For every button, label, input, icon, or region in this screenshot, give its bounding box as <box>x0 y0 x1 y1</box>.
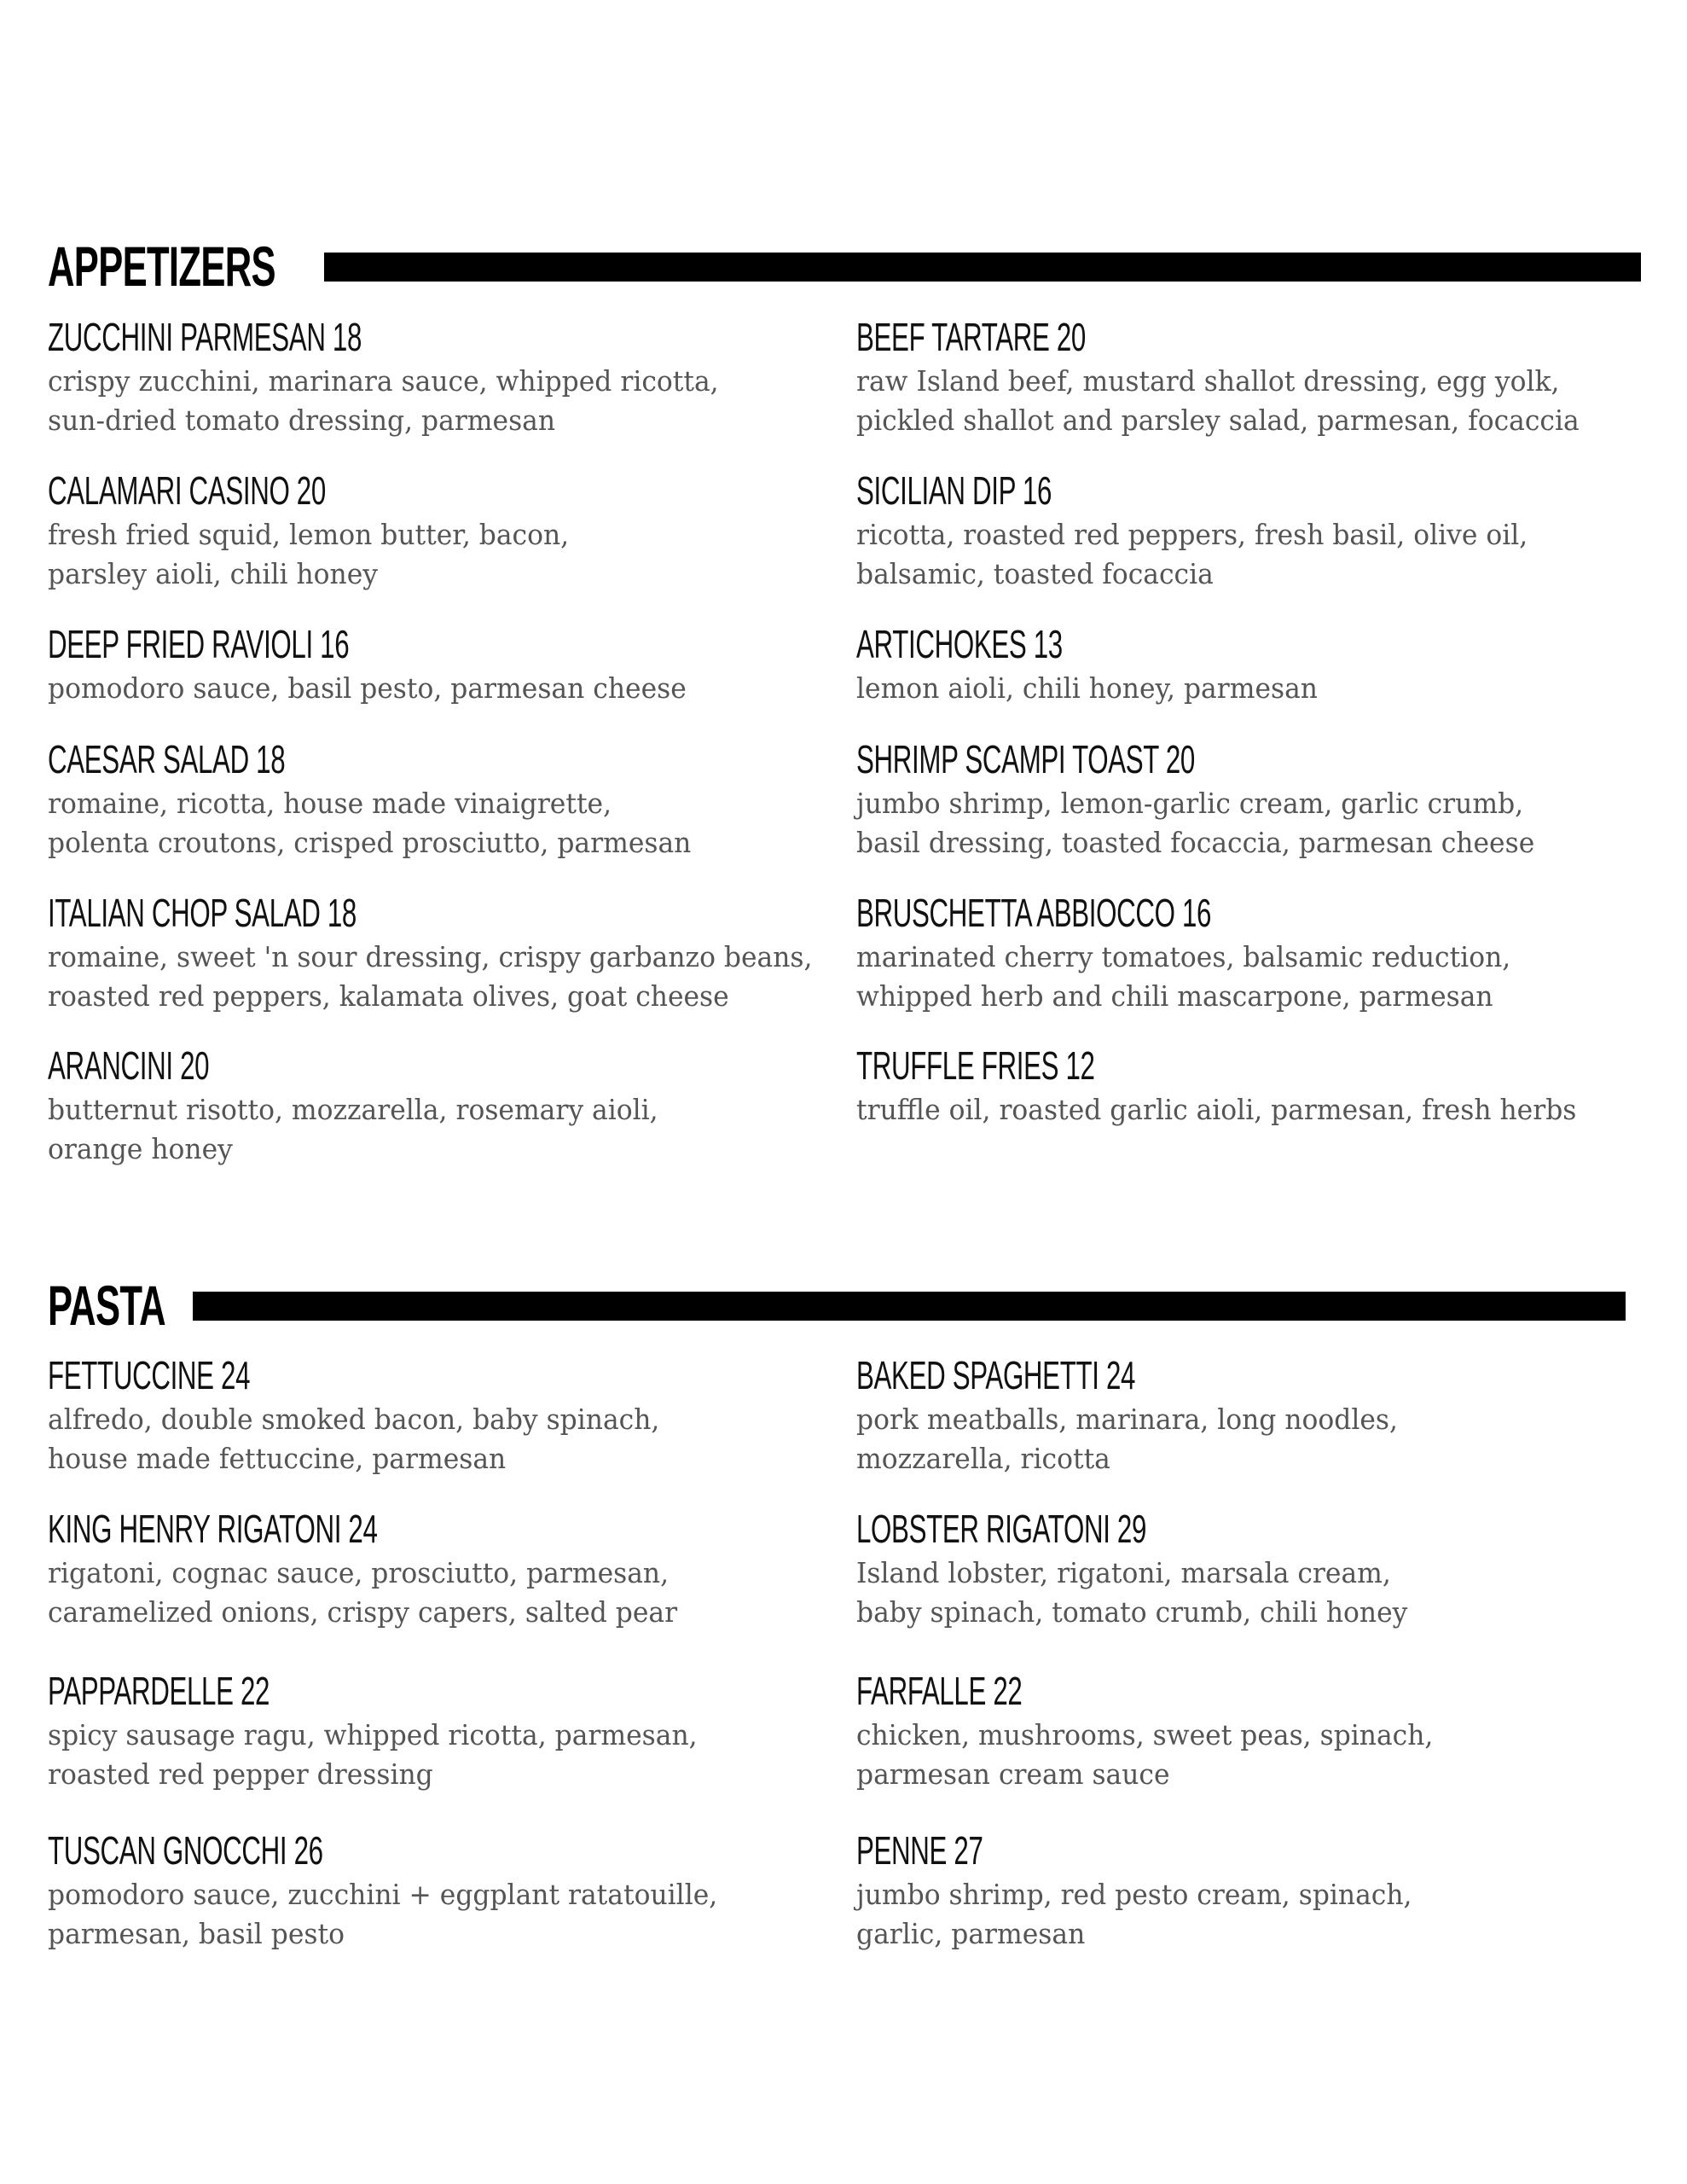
item-name: BAKED SPAGHETTI 24 <box>856 1353 1136 1397</box>
item-name: KING HENRY RIGATONI 24 <box>48 1507 378 1551</box>
item-desc-line: marinated cherry tomatoes, balsamic reduction, <box>856 940 1511 973</box>
item-desc-line: fresh fried squid, lemon butter, bacon, <box>48 518 570 551</box>
appetizers-divider <box>324 253 1641 282</box>
item-desc-line: roasted red pepper dressing <box>48 1757 433 1791</box>
menu-item-penne <box>856 1827 1441 1954</box>
pasta-title: PASTA <box>48 1274 165 1337</box>
item-desc-line: garlic, parmesan <box>856 1917 1086 1950</box>
item-desc-line: rigatoni, cognac sauce, prosciutto, parmesan, <box>48 1556 670 1589</box>
item-desc-line: pomodoro sauce, zucchini + eggplant ratatouille, <box>48 1878 718 1911</box>
item-desc-line: raw Island beef, mustard shallot dressing, egg yolk, <box>856 364 1560 398</box>
item-desc-line: balsamic, toasted focaccia <box>856 557 1214 590</box>
item-name: ARTICHOKES 13 <box>856 622 1063 666</box>
menu-item-deep-fried-ravioli <box>48 621 720 708</box>
item-name: TUSCAN GNOCCHI 26 <box>48 1828 323 1873</box>
item-desc-line: jumbo shrimp, lemon-garlic cream, garlic crumb, <box>856 787 1524 820</box>
item-desc-line: caramelized onions, crispy capers, salted pear <box>48 1595 678 1629</box>
menu-item-pappardelle <box>48 1668 732 1794</box>
item-name: FETTUCCINE 24 <box>48 1353 251 1397</box>
item-name: TRUFFLE FRIES 12 <box>856 1043 1095 1088</box>
item-desc-line: pomodoro sauce, basil pesto, parmesan cheese <box>48 671 687 705</box>
item-name: ITALIAN CHOP SALAD 18 <box>48 891 357 935</box>
item-name: SHRIMP SCAMPI TOAST 20 <box>856 737 1195 781</box>
menu-item-calamari-casino <box>48 468 596 594</box>
item-desc-line: whipped herb and chili mascarpone, parmesan <box>856 979 1493 1013</box>
menu-item-caesar-salad <box>48 736 725 863</box>
menu-item-fettuccine <box>48 1352 692 1478</box>
appetizers-title: APPETIZERS <box>48 235 275 298</box>
item-name: DEEP FRIED RAVIOLI 16 <box>48 622 350 666</box>
item-desc-line: sun-dried tomato dressing, parmesan <box>48 404 556 437</box>
item-desc-line: basil dressing, toasted focaccia, parmesan cheese <box>856 826 1535 859</box>
item-desc-line: spicy sausage ragu, whipped ricotta, parmesan, <box>48 1718 698 1751</box>
item-name: SICILIAN DIP 16 <box>856 468 1052 513</box>
item-desc-line: jumbo shrimp, red pesto cream, spinach, <box>856 1878 1412 1911</box>
item-desc-line: parmesan cream sauce <box>856 1757 1170 1791</box>
item-desc-line: chicken, mushrooms, sweet peas, spinach, <box>856 1718 1434 1751</box>
menu-item-baked-spaghetti <box>856 1352 1426 1478</box>
item-desc-line: lemon aioli, chili honey, parmesan <box>856 671 1318 705</box>
item-desc-line: ricotta, roasted red peppers, fresh basil, olive oil, <box>856 518 1528 551</box>
item-name: BRUSCHETTA ABBIOCCO 16 <box>856 891 1212 935</box>
item-name: FARFALLE 22 <box>856 1669 1023 1713</box>
menu-item-lobster-rigatoni <box>856 1506 1436 1632</box>
item-name: BEEF TARTARE 20 <box>856 315 1086 359</box>
menu-item-artichokes <box>856 621 1342 708</box>
menu-item-tuscan-gnocchi <box>48 1827 753 1954</box>
item-desc-line: romaine, ricotta, house made vinaigrette, <box>48 787 612 820</box>
item-desc-line: romaine, sweet 'n sour dressing, crispy garbanzo beans, <box>48 940 813 973</box>
item-desc-line: mozzarella, ricotta <box>856 1442 1110 1475</box>
item-desc-line: truffle oil, roasted garlic aioli, parmesan, fresh herbs <box>856 1093 1577 1126</box>
item-desc-line: butternut risotto, mozzarella, rosemary aioli, <box>48 1093 658 1126</box>
pasta-divider <box>193 1292 1626 1321</box>
menu-item-arancini <box>48 1043 690 1169</box>
menu-item-shrimp-scampi-toast <box>856 736 1570 863</box>
menu-item-farfalle <box>856 1668 1464 1794</box>
menu-item-bruschetta-abbiocco <box>856 890 1545 1016</box>
item-desc-line: house made fettuccine, parmesan <box>48 1442 507 1475</box>
menu-item-beef-tartare <box>856 314 1617 440</box>
item-desc-line: parmesan, basil pesto <box>48 1917 345 1950</box>
item-name: CALAMARI CASINO 20 <box>48 468 326 513</box>
item-desc-line: roasted red peppers, kalamata olives, goat cheese <box>48 979 729 1013</box>
menu-item-king-henry-rigatoni <box>48 1506 710 1632</box>
item-name: ZUCCHINI PARMESAN 18 <box>48 315 362 359</box>
item-name: PAPPARDELLE 22 <box>48 1669 270 1713</box>
item-name: LOBSTER RIGATONI 29 <box>856 1507 1147 1551</box>
item-desc-line: polenta croutons, crisped prosciutto, parmesan <box>48 826 692 859</box>
item-desc-line: Island lobster, rigatoni, marsala cream, <box>856 1556 1391 1589</box>
item-name: CAESAR SALAD 18 <box>48 737 286 781</box>
item-desc-line: crispy zucchini, marinara sauce, whipped ricotta, <box>48 364 719 398</box>
item-name: ARANCINI 20 <box>48 1043 210 1088</box>
item-name: PENNE 27 <box>856 1828 983 1873</box>
menu-item-zucchini-parmesan <box>48 314 754 440</box>
item-desc-line: alfredo, double smoked bacon, baby spinach, <box>48 1403 660 1436</box>
menu-item-italian-chop-salad <box>48 890 853 1016</box>
menu-item-sicilian-dip <box>856 468 1563 594</box>
item-desc-line: baby spinach, tomato crumb, chili honey <box>856 1595 1408 1629</box>
item-desc-line: parsley aioli, chili honey <box>48 557 378 590</box>
menu-item-truffle-fries <box>856 1043 1615 1130</box>
item-desc-line: pickled shallot and parsley salad, parmesan, focaccia <box>856 404 1580 437</box>
item-desc-line: orange honey <box>48 1132 233 1165</box>
item-desc-line: pork meatballs, marinara, long noodles, <box>856 1403 1398 1436</box>
